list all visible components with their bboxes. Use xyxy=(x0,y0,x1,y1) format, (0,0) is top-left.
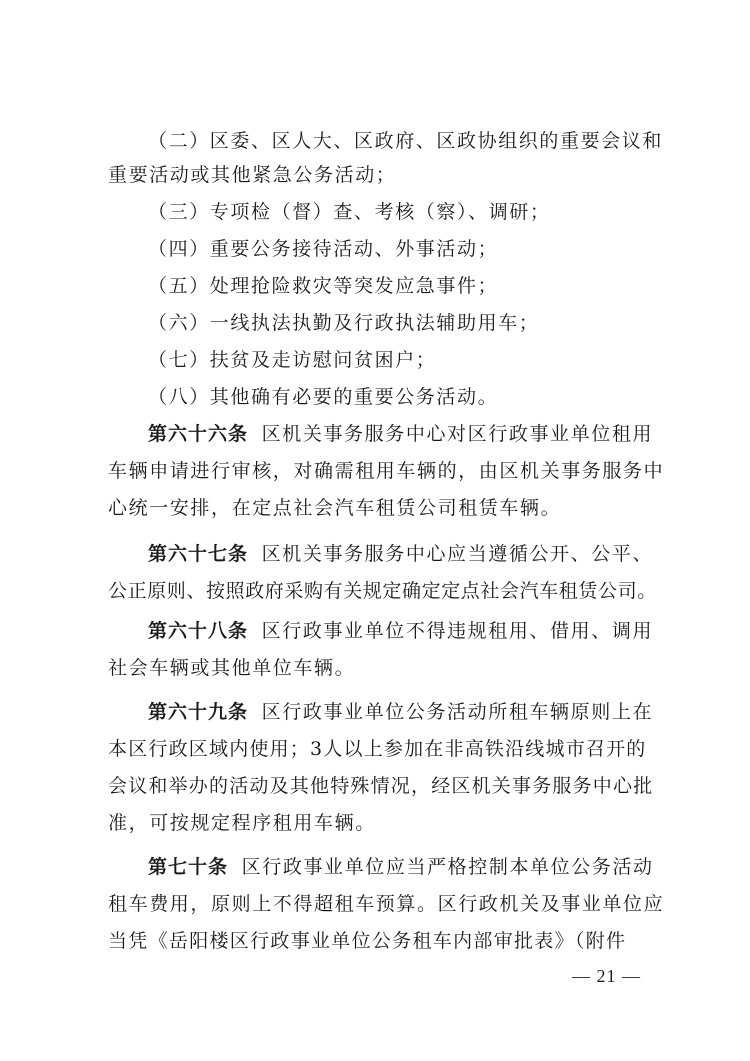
paragraph-line: 车辆申请进行审核，对确需租用车辆的，由区机关事务服务中 xyxy=(108,460,665,482)
paragraph-line: （八）其他确有必要的重要公务活动。 xyxy=(148,386,499,408)
paragraph-line: 会议和举办的活动及其他特殊情况，经区机关事务服务中心批 xyxy=(108,775,654,797)
article-text: 区机关事务服务中心对区行政事业单位租用 xyxy=(261,423,654,445)
article-68-first-line xyxy=(108,614,654,648)
article-67-first-line xyxy=(108,537,654,571)
article-title: 第六十八条 xyxy=(148,620,249,642)
paragraph-line: （六）一线执法执勤及行政执法辅助用车； xyxy=(148,312,540,334)
article-text: 区行政事业单位公务活动所租车辆原则上在 xyxy=(261,701,654,723)
paragraph-line: 本区行政区域内使用；3人以上参加在非高铁沿线城市召开的 xyxy=(108,738,647,760)
paragraph-line: （四）重要公务接待活动、外事活动； xyxy=(148,238,499,260)
article-title: 第六十九条 xyxy=(148,701,249,723)
article-70-first-line xyxy=(108,850,654,884)
document-body xyxy=(108,124,665,958)
paragraph-line: （五）处理抢险救灾等突发应急事件； xyxy=(148,275,499,297)
paragraph-line: 重要活动或其他紧急公务活动； xyxy=(108,164,397,186)
paragraph-line: 社会车辆或其他单位车辆。 xyxy=(108,657,356,679)
paragraph-line: （三）专项检（督）查、考核（察）、调研； xyxy=(148,201,551,223)
article-66-first-line xyxy=(108,417,654,451)
paragraph-line: 租车费用，原则上不得超租车预算。区行政机关及事业单位应 xyxy=(108,893,665,915)
article-69-first-line xyxy=(108,695,654,729)
article-title: 第六十七条 xyxy=(148,543,249,565)
article-text: 区行政事业单位不得违规租用、借用、调用 xyxy=(261,620,654,642)
paragraph-line: 公正原则、按照政府采购有关规定确定定点社会汽车租赁公司。 xyxy=(108,580,657,602)
paragraph-line: 心统一安排，在定点社会汽车租赁公司租赁车辆。 xyxy=(108,497,562,519)
article-text: 区行政事业单位应当严格控制本单位公务活动 xyxy=(241,856,654,878)
article-title: 第七十条 xyxy=(148,856,229,878)
article-text: 区机关事务服务中心应当遵循公开、公平、 xyxy=(261,543,654,565)
page-number: — 21 — xyxy=(572,966,641,986)
article-title: 第六十六条 xyxy=(148,423,249,445)
paragraph-line: 准，可按规定程序租用车辆。 xyxy=(108,812,376,834)
paragraph-line: （七）扶贫及走访慰问贫困户； xyxy=(148,349,437,371)
paragraph-line: （二）区委、区人大、区政府、区政协组织的重要会议和 xyxy=(148,130,664,152)
paragraph-line: 当凭《岳阳楼区行政事业单位公务租车内部审批表》（附件 xyxy=(108,930,627,952)
